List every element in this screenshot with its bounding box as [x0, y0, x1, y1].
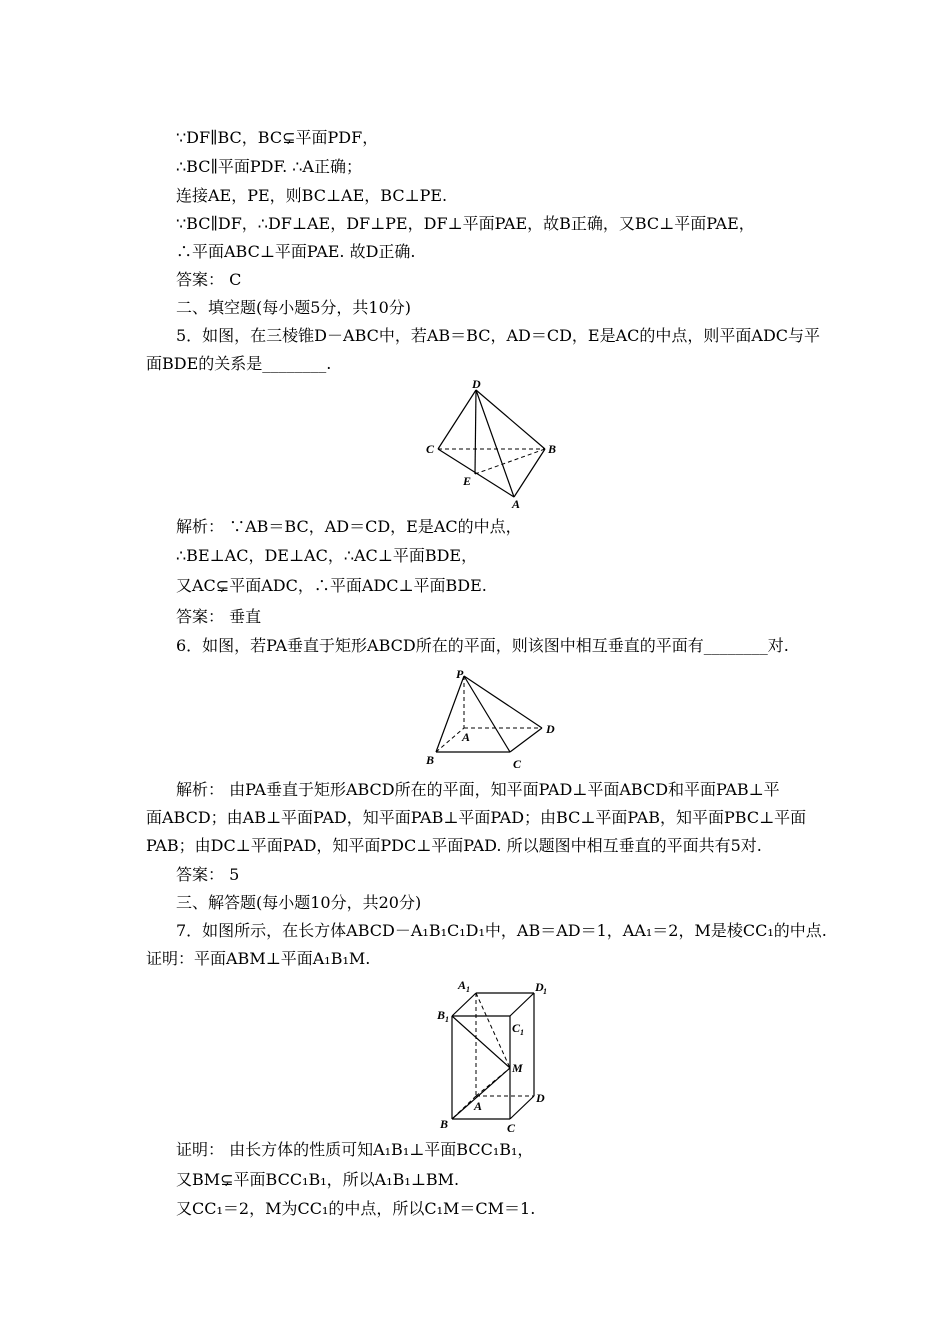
question-6-text: 6．如图，若PA垂直于矩形ABCD所在的平面，则该图中相互垂直的平面有________对. [176, 636, 789, 655]
question-5-text: 5．如图，在三棱锥D－ABC中，若AB＝BC，AD＝CD，E是AC的中点，则平面ADC与平 [176, 326, 821, 345]
subscript-1: 1 [520, 1028, 524, 1037]
proof-text: 又CC₁＝2，M为CC₁的中点，所以C₁M＝CM＝1. [176, 1199, 536, 1218]
answer-line: 答案： C [176, 270, 242, 289]
question-5-text: 面BDE的关系是________. [146, 354, 332, 373]
subscript-1: 1 [445, 1015, 449, 1024]
vertex-label-C: C [426, 442, 435, 456]
subscript-1: 1 [543, 987, 547, 996]
solution-5-text: 又AC⊊平面ADC，∴平面ADC⊥平面BDE. [176, 576, 487, 595]
vertex-label-C: C [513, 757, 522, 771]
section-heading: 三、解答题(每小题10分，共20分) [176, 893, 422, 912]
question-7-text: 证明：平面ABM⊥平面A₁B₁M. [146, 949, 371, 968]
solution-6-text: 面ABCD；由AB⊥平面PAD，知平面PAB⊥平面PAD；由BC⊥平面PAB，知平面PBC⊥平面 [146, 808, 807, 827]
vertex-label-D: D [546, 722, 555, 736]
vertex-label-C1: C [512, 1021, 521, 1035]
solution-6-text: 解析： 由PA垂直于矩形ABCD所在的平面，知平面PAD⊥平面ABCD和平面PAB⊥平 [176, 780, 780, 799]
proof-text: 又BM⊊平面BCC₁B₁，所以A₁B₁⊥BM. [176, 1170, 460, 1189]
section-heading: 二、填空题(每小题5分，共10分) [176, 298, 412, 317]
vertex-label-B1: B [437, 1008, 446, 1022]
vertex-label-D: D [536, 1091, 545, 1105]
text-line: ∴BC∥平面PDF. ∴A正确； [176, 157, 362, 176]
solution-5-text: ∴BE⊥AC，DE⊥AC，∴AC⊥平面BDE， [176, 546, 478, 565]
subscript-1: 1 [466, 985, 470, 994]
text-line: ∵BC∥DF，∴DF⊥AE，DF⊥PE，DF⊥平面PAE，故B正确，又BC⊥平面PAE， [176, 214, 755, 233]
solution-5-text: 解析： ∵AB＝BC，AD＝CD，E是AC的中点， [176, 517, 522, 536]
proof-text: 证明： 由长方体的性质可知A₁B₁⊥平面BCC₁B₁， [176, 1140, 534, 1159]
question-7-text: 7．如图所示，在长方体ABCD－A₁B₁C₁D₁中，AB＝AD＝1，AA₁＝2，M是棱CC₁的中点. [176, 921, 827, 940]
answer-line: 答案： 5 [176, 865, 240, 884]
vertex-label-A: A [474, 1099, 483, 1113]
vertex-label-M: M [512, 1061, 523, 1075]
cuboid-figure [434, 976, 554, 1138]
answer-line: 答案： 垂直 [176, 607, 262, 626]
vertex-label-C: C [507, 1121, 516, 1135]
text-line: 连接AE，PE，则BC⊥AE，BC⊥PE. [176, 186, 448, 205]
vertex-label-E: E [463, 474, 472, 488]
vertex-label-B: B [426, 753, 435, 767]
vertex-label-A1: A [458, 978, 467, 992]
vertex-label-D1: D [535, 980, 544, 994]
vertex-label-B: B [440, 1117, 449, 1131]
vertex-label-D: D [472, 377, 481, 391]
tetrahedron-figure [420, 376, 570, 511]
solution-6-text: PAB；由DC⊥平面PAD，知平面PDC⊥平面PAD. 所以题图中相互垂直的平面共有5对. [146, 836, 762, 855]
vertex-label-A: A [462, 730, 471, 744]
text-line: ∴平面ABC⊥平面PAE. 故D正确. [176, 242, 416, 261]
vertex-label-P: P [456, 667, 464, 681]
text-line: ∵DF∥BC，BC⊊平面PDF， [176, 128, 379, 147]
vertex-label-B: B [548, 442, 557, 456]
pyramid-figure [420, 664, 570, 774]
vertex-label-A: A [512, 497, 521, 511]
